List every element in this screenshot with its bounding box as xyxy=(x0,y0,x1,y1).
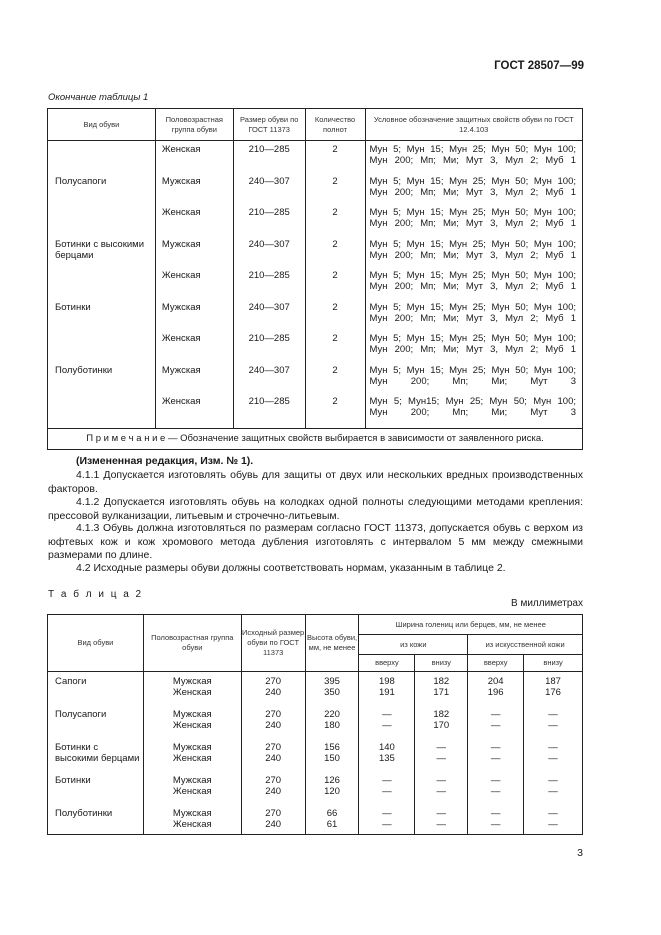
leather-bottom-cell xyxy=(415,672,468,706)
count-cell: 2 xyxy=(305,239,365,271)
value-line: — xyxy=(490,709,501,720)
value-line: 350 xyxy=(324,687,340,698)
value-line: 171 xyxy=(433,687,450,698)
value-line: — xyxy=(548,753,558,764)
count-cell: 2 xyxy=(305,302,365,334)
leather-bottom-cell xyxy=(415,771,468,804)
group-cell: Мужская xyxy=(155,176,233,208)
table2-header-cell: вверху xyxy=(468,655,524,672)
group-cell: Мужская xyxy=(155,239,233,271)
group-cell: Женская xyxy=(155,333,233,365)
designation-cell xyxy=(365,207,582,239)
shoe-type-cell xyxy=(48,207,156,239)
table2-row xyxy=(48,705,583,738)
value-line: — xyxy=(436,753,447,764)
shoe-type-cell: Ботинки с высокими берцами xyxy=(48,239,156,271)
artificial-bottom-cell xyxy=(524,705,583,738)
designation-line: Мун 5; Мун 15; Мун 25; Мун 50; Мун 100; xyxy=(369,238,576,250)
value-line: Мужская xyxy=(172,742,212,753)
value-line: 156 xyxy=(324,742,340,753)
size-cell: 210—285 xyxy=(233,333,305,365)
size-cell: 240—307 xyxy=(233,302,305,334)
group-cell xyxy=(143,804,241,835)
designation-line: Мун 200; Мп; Ми; Мут 3, Мул 2; Муб 1 xyxy=(369,249,576,261)
group-cell: Женская xyxy=(155,396,233,428)
designation-line: Мун 200; Мп; Ми; Мут 3 xyxy=(369,407,576,418)
table2-header-cell: Ширина голениц или берцев, мм, не менее xyxy=(359,615,583,635)
value-line: — xyxy=(436,819,447,830)
value-line: — xyxy=(548,720,558,731)
paragraph-text: 4.1.2 Допускается изготовлять обувь на колодках одной полноты следующими методами крепления: прессовой вулканизации, литьевым и строчечно-литьевым. xyxy=(48,496,583,522)
count-cell: 2 xyxy=(305,141,365,176)
value-line: 176 xyxy=(545,687,561,698)
value-line: 270 xyxy=(265,808,282,819)
leather-top-cell xyxy=(359,804,415,835)
value-line: 395 xyxy=(324,676,340,687)
shoe-type-cell xyxy=(48,396,156,428)
group-cell: Мужская xyxy=(155,365,233,397)
note-label: П р и м е ч а н и е xyxy=(86,433,166,444)
group-cell xyxy=(143,738,241,771)
value-line: 187 xyxy=(545,676,561,687)
group-cell: Женская xyxy=(155,141,233,176)
designation-line: Мун 5; Мун 15; Мун 25; Мун 50; Мун 100; xyxy=(369,333,576,344)
value-line: — xyxy=(382,775,392,786)
shoe-type-cell: Ботинки xyxy=(48,302,156,334)
table1-header-row xyxy=(48,109,583,141)
paragraph-4-2 xyxy=(48,562,583,576)
value-line: 240 xyxy=(265,720,282,731)
value-line: 66 xyxy=(326,808,338,819)
artificial-top-cell xyxy=(468,771,524,804)
artificial-bottom-cell xyxy=(524,738,583,771)
value-line: 191 xyxy=(378,687,395,698)
table2-header-cell: Исходный размер обуви по ГОСТ 11373 xyxy=(241,615,305,672)
table1-header-cell: Вид обуви xyxy=(48,109,156,141)
value-line: — xyxy=(490,775,501,786)
table2-caption: Т а б л и ц а 2 xyxy=(48,589,144,600)
table2-header-cell: Высота обуви, мм, не менее xyxy=(305,615,359,672)
size-cell xyxy=(241,804,305,835)
artificial-top-cell xyxy=(468,804,524,835)
value-line: 240 xyxy=(265,753,282,764)
leather-top-cell xyxy=(359,738,415,771)
artificial-top-cell xyxy=(468,705,524,738)
designation-cell xyxy=(365,141,582,176)
table2-header-row xyxy=(48,615,583,635)
edition-note: (Измененная редакция, Изм. № 1). xyxy=(76,455,254,467)
height-cell xyxy=(305,705,359,738)
table1-note-row xyxy=(48,428,583,449)
value-line: 170 xyxy=(433,720,450,731)
value-line: Мужская xyxy=(172,676,212,687)
designation-line: Мун 5; Мун 15; Мун 25; Мун 50; Мун 100; xyxy=(369,364,576,376)
leather-top-cell xyxy=(359,771,415,804)
size-cell xyxy=(241,672,305,706)
value-line: — xyxy=(490,742,501,753)
value-line: 240 xyxy=(265,687,282,698)
shoe-type-cell: Полуботинки xyxy=(48,804,144,835)
value-line: Женская xyxy=(172,720,212,731)
designation-line: Мун 200; Мп; Ми; Мут 3, Мул 2; Муб 1 xyxy=(369,186,576,198)
designation-cell xyxy=(365,176,582,208)
value-line: — xyxy=(436,808,447,819)
designation-line: Мун 200; Мп; Ми; Мут 3, Мул 2; Муб 1 xyxy=(369,344,576,355)
size-cell: 210—285 xyxy=(233,396,305,428)
designation-cell xyxy=(365,270,582,302)
value-line: — xyxy=(382,720,392,731)
value-line: 182 xyxy=(433,676,450,687)
table2-unit: В миллиметрах xyxy=(511,598,583,609)
shoe-type-cell: Полуботинки xyxy=(48,365,156,397)
value-line: Мужская xyxy=(172,709,212,720)
height-cell xyxy=(305,738,359,771)
value-line: 180 xyxy=(324,720,340,731)
count-cell: 2 xyxy=(305,176,365,208)
table2-header-cell: из искусственной кожи xyxy=(468,635,583,655)
designation-line: Мун 5; Мун 15; Мун 25; Мун 50; Мун 100; xyxy=(369,207,576,218)
artificial-bottom-cell xyxy=(524,771,583,804)
table1-row xyxy=(48,365,583,397)
height-cell xyxy=(305,672,359,706)
table1-row xyxy=(48,239,583,271)
value-line: — xyxy=(548,742,558,753)
table2-row xyxy=(48,672,583,706)
shoe-type-cell xyxy=(48,141,156,176)
value-line: 140 xyxy=(378,742,395,753)
paragraph-text: 4.1.3 Обувь должна изготовляться по размерам согласно ГОСТ 11373, допускается обувь с верхом из юфтевых кож и кож хромового метода дубления изготовлять с интервалом 5 мм между смежными размерами по длине. xyxy=(48,522,583,561)
paragraph-text: 4.2 Исходные размеры обуви должны соответствовать нормам, указанным в таблице 2. xyxy=(76,562,506,574)
value-line: Мужская xyxy=(172,775,212,786)
artificial-top-cell xyxy=(468,738,524,771)
value-line: — xyxy=(548,775,558,786)
group-cell: Женская xyxy=(155,207,233,239)
height-cell xyxy=(305,804,359,835)
group-cell: Женская xyxy=(155,270,233,302)
leather-bottom-cell xyxy=(415,705,468,738)
value-line: — xyxy=(490,819,501,830)
leather-bottom-cell xyxy=(415,804,468,835)
document-code: ГОСТ 28507—99 xyxy=(494,60,584,72)
shoe-type-cell: Сапоги xyxy=(48,672,144,706)
group-cell xyxy=(143,705,241,738)
size-cell xyxy=(241,705,305,738)
designation-cell xyxy=(365,302,582,334)
value-line: 270 xyxy=(265,676,282,687)
value-line: — xyxy=(490,720,501,731)
designation-line: Мун 200; Мп; Ми; Мут 3, Мул 2; Муб 1 xyxy=(369,312,576,324)
table1 xyxy=(47,108,583,450)
paragraph-edition xyxy=(48,455,583,469)
designation-cell xyxy=(365,396,582,428)
designation-line: Мун 5; Мун 15; Мун 25; Мун 50; Мун 100; xyxy=(369,301,576,313)
table1-header-cell: Количество полнот xyxy=(305,109,365,141)
table2-header-cell: внизу xyxy=(524,655,583,672)
shoe-type-cell xyxy=(48,333,156,365)
count-cell: 2 xyxy=(305,333,365,365)
value-line: 204 xyxy=(487,676,504,687)
table2-header-cell: внизу xyxy=(415,655,468,672)
paragraph-4-1-1 xyxy=(48,469,583,496)
height-cell xyxy=(305,771,359,804)
designation-line: Мун 200; Мп; Ми; Мут 3, Мул 2; Муб 1 xyxy=(369,218,576,229)
table1-header-cell: Размер обуви по ГОСТ 11373 xyxy=(233,109,305,141)
count-cell: 2 xyxy=(305,365,365,397)
table1-header-cell: Половозрастная группа обуви xyxy=(155,109,233,141)
count-cell: 2 xyxy=(305,396,365,428)
value-line: 270 xyxy=(265,742,282,753)
artificial-bottom-cell xyxy=(524,804,583,835)
value-line: — xyxy=(382,786,392,797)
designation-line: Мун 5; Мун15; Мун 25; Мун 50; Мун 100; xyxy=(369,396,576,407)
size-cell xyxy=(241,738,305,771)
size-cell: 210—285 xyxy=(233,141,305,176)
shoe-type-cell: Ботинки с высокими берцами xyxy=(48,738,144,771)
value-line: — xyxy=(382,808,392,819)
table1-row xyxy=(48,396,583,428)
value-line: 150 xyxy=(324,753,340,764)
note-text: — Обозначение защитных свойств выбирается в зависимости от заявленного риска. xyxy=(165,433,544,444)
designation-line: Мун 5; Мун 15; Мун 25; Мун 50; Мун 100; xyxy=(369,175,576,187)
size-cell: 210—285 xyxy=(233,270,305,302)
leather-top-cell xyxy=(359,672,415,706)
value-line: — xyxy=(490,786,501,797)
table2-header-cell: Половозрастная группа обуви xyxy=(143,615,241,672)
value-line: 61 xyxy=(326,819,338,830)
size-cell: 210—285 xyxy=(233,207,305,239)
group-cell xyxy=(143,771,241,804)
page-number: 3 xyxy=(577,847,583,859)
value-line: — xyxy=(382,709,392,720)
designation-line: Мун 5; Мун 15; Мун 25; Мун 50; Мун 100; xyxy=(369,144,576,155)
table1-row xyxy=(48,141,583,176)
table2-header-cell: Вид обуви xyxy=(48,615,144,672)
value-line: — xyxy=(436,786,447,797)
leather-top-cell xyxy=(359,705,415,738)
table1-row xyxy=(48,333,583,365)
table2-header-cell: вверху xyxy=(359,655,415,672)
value-line: 120 xyxy=(324,786,340,797)
value-line: Женская xyxy=(172,819,212,830)
table1-row xyxy=(48,302,583,334)
count-cell: 2 xyxy=(305,270,365,302)
table2-header-cell: из кожи xyxy=(359,635,468,655)
table1-caption: Окончание таблицы 1 xyxy=(48,92,149,103)
designation-line: Мун 200; Мп; Ми; Мут 3, Мул 2; Муб 1 xyxy=(369,281,576,292)
value-line: 182 xyxy=(433,709,450,720)
value-line: 240 xyxy=(265,786,282,797)
count-cell: 2 xyxy=(305,207,365,239)
value-line: 126 xyxy=(324,775,340,786)
value-line: — xyxy=(382,819,392,830)
paragraph-4-1-2 xyxy=(48,496,583,523)
value-line: 240 xyxy=(265,819,282,830)
value-line: — xyxy=(490,808,501,819)
shoe-type-cell xyxy=(48,270,156,302)
value-line: 220 xyxy=(324,709,340,720)
value-line: 196 xyxy=(487,687,504,698)
size-cell: 240—307 xyxy=(233,239,305,271)
paragraph-text: 4.1.1 Допускается изготовлять обувь для защиты от двух или нескольких вредных производственных факторов. xyxy=(48,469,583,495)
designation-line: Мун 200; Мп; Ми; Мут 3, Мул 2; Муб 1 xyxy=(369,155,576,166)
leather-bottom-cell xyxy=(415,738,468,771)
value-line: Женская xyxy=(172,786,212,797)
table1-row xyxy=(48,176,583,208)
paragraph-4-1-3 xyxy=(48,522,583,563)
size-cell: 240—307 xyxy=(233,365,305,397)
designation-cell xyxy=(365,365,582,397)
table2 xyxy=(47,614,583,835)
value-line: 135 xyxy=(378,753,395,764)
value-line: — xyxy=(490,753,501,764)
artificial-bottom-cell xyxy=(524,672,583,706)
table1-note xyxy=(48,428,583,449)
shoe-type-cell: Ботинки xyxy=(48,771,144,804)
table2-row xyxy=(48,804,583,835)
value-line: — xyxy=(548,808,558,819)
shoe-type-cell: Полусапоги xyxy=(48,705,144,738)
value-line: — xyxy=(548,786,558,797)
table2-body xyxy=(48,672,583,835)
value-line: — xyxy=(548,709,558,720)
value-line: 270 xyxy=(265,709,282,720)
size-cell xyxy=(241,771,305,804)
table1-row xyxy=(48,270,583,302)
designation-cell xyxy=(365,239,582,271)
artificial-top-cell xyxy=(468,672,524,706)
table1-body xyxy=(48,141,583,429)
group-cell: Мужская xyxy=(155,302,233,334)
shoe-type-cell: Полусапоги xyxy=(48,176,156,208)
size-cell: 240—307 xyxy=(233,176,305,208)
value-line: — xyxy=(436,775,447,786)
table2-row xyxy=(48,738,583,771)
value-line: 198 xyxy=(378,676,395,687)
designation-line: Мун 5; Мун 15; Мун 25; Мун 50; Мун 100; xyxy=(369,270,576,281)
value-line: — xyxy=(548,819,558,830)
designation-line: Мун 200; Мп; Ми; Мут 3 xyxy=(369,375,576,387)
value-line: Женская xyxy=(172,687,212,698)
value-line: Мужская xyxy=(172,808,212,819)
value-line: Женская xyxy=(172,753,212,764)
value-line: — xyxy=(436,742,447,753)
table2-row xyxy=(48,771,583,804)
designation-cell xyxy=(365,333,582,365)
table1-row xyxy=(48,207,583,239)
value-line: 270 xyxy=(265,775,282,786)
table1-header-cell: Условное обозначение защитных свойств обуви по ГОСТ 12.4.103 xyxy=(365,109,582,141)
group-cell xyxy=(143,672,241,706)
